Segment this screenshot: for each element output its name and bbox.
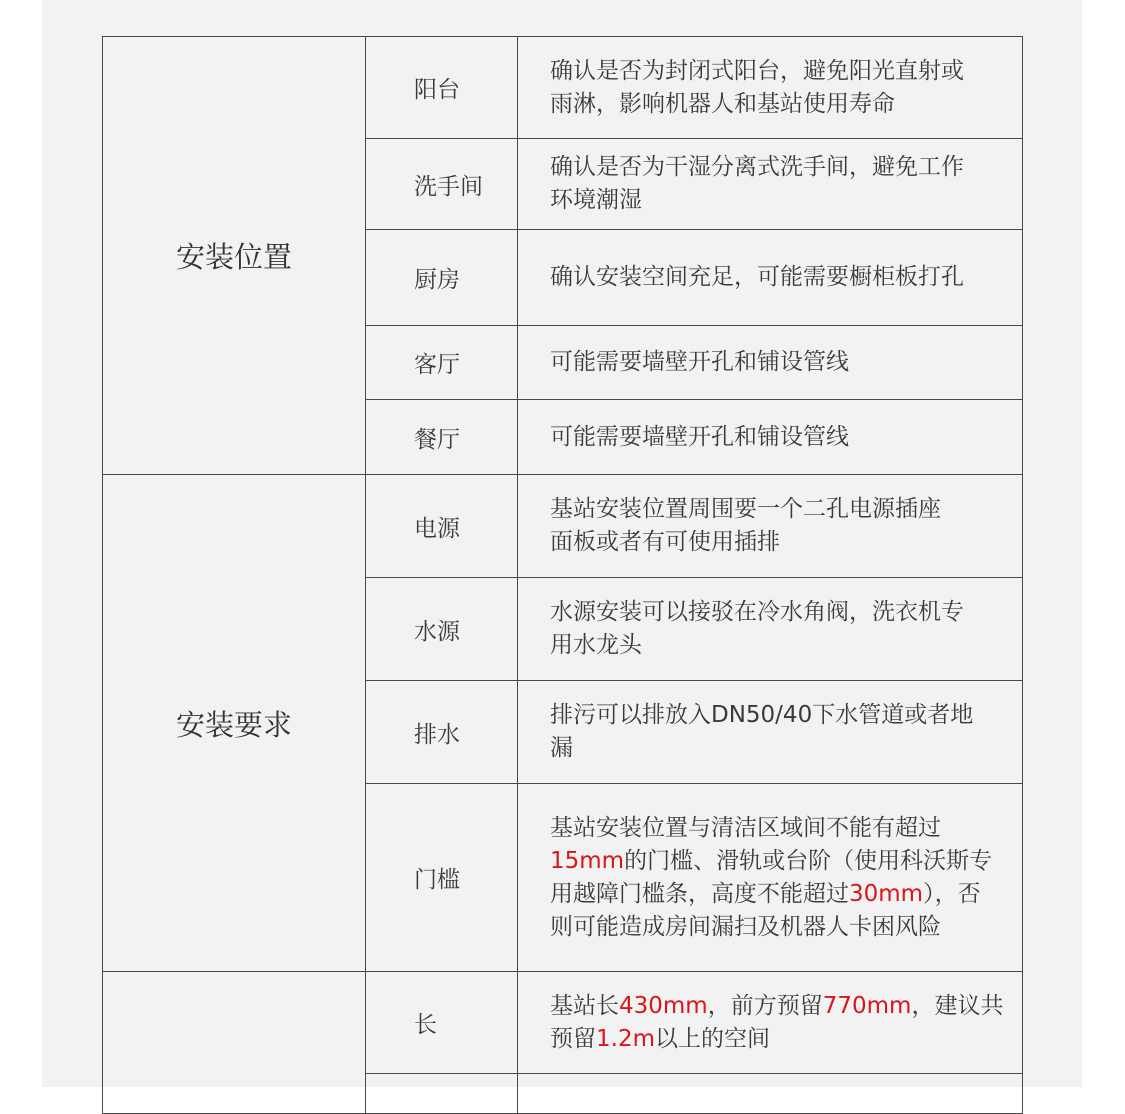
- row-desc-drain: 排污可以排放入DN50/40下水管道或者地 漏: [518, 681, 1023, 784]
- row-label-power: 电源: [366, 475, 518, 578]
- highlight-value: 1.2m: [596, 1025, 655, 1052]
- row-label-kitchen: 厨房: [366, 230, 518, 326]
- row-desc-bathroom: 确认是否为干湿分离式洗手间，避免工作 环境潮湿: [518, 139, 1023, 230]
- row-desc-living: 可能需要墙壁开孔和铺设管线: [518, 326, 1023, 400]
- row-label-drain: 排水: [366, 681, 518, 784]
- highlight-value: 430mm: [619, 992, 708, 1019]
- row-label-length: 长: [366, 972, 518, 1074]
- row-desc-water: 水源安装可以接驳在冷水角阀，洗衣机专 用水龙头: [518, 578, 1023, 681]
- table-row: [103, 37, 1023, 139]
- row-desc-sill: 基站安装位置与清洁区域间不能有超过 15mm的门槛、滑轨或台阶（使用科沃斯专 用越障门槛条，高度不能超过30mm），否 则可能造成房间漏扫及机器人卡困风险: [518, 784, 1023, 972]
- installation-table: [102, 36, 1023, 1114]
- row-label-balcony: 阳台: [366, 37, 518, 139]
- row-label-next: [366, 1074, 518, 1114]
- category-requirements: 安装要求: [103, 475, 366, 972]
- category-location: 安装位置: [103, 37, 366, 475]
- row-label-bathroom: 洗手间: [366, 139, 518, 230]
- highlight-value: 770mm: [822, 992, 912, 1019]
- row-desc-dining: 可能需要墙壁开孔和铺设管线: [518, 400, 1023, 475]
- row-desc-power: 基站安装位置周围要一个二孔电源插座 面板或者有可使用插排: [518, 475, 1023, 578]
- row-label-sill: 门槛: [366, 784, 518, 972]
- table-row: [103, 972, 1023, 1074]
- category-size: [103, 972, 366, 1114]
- row-desc-length: 基站长430mm，前方预留770mm，建议共 预留1.2m以上的空间: [518, 972, 1023, 1074]
- highlight-value: 15mm: [550, 847, 625, 874]
- row-desc-balcony: 确认是否为封闭式阳台，避免阳光直射或 雨淋，影响机器人和基站使用寿命: [518, 37, 1023, 139]
- table-row: [103, 475, 1023, 578]
- row-desc-next: [518, 1074, 1023, 1114]
- row-desc-kitchen: 确认安装空间充足，可能需要橱柜板打孔: [518, 230, 1023, 326]
- highlight-value: 30mm: [849, 880, 924, 907]
- row-label-living: 客厅: [366, 326, 518, 400]
- row-label-water: 水源: [366, 578, 518, 681]
- row-label-dining: 餐厅: [366, 400, 518, 475]
